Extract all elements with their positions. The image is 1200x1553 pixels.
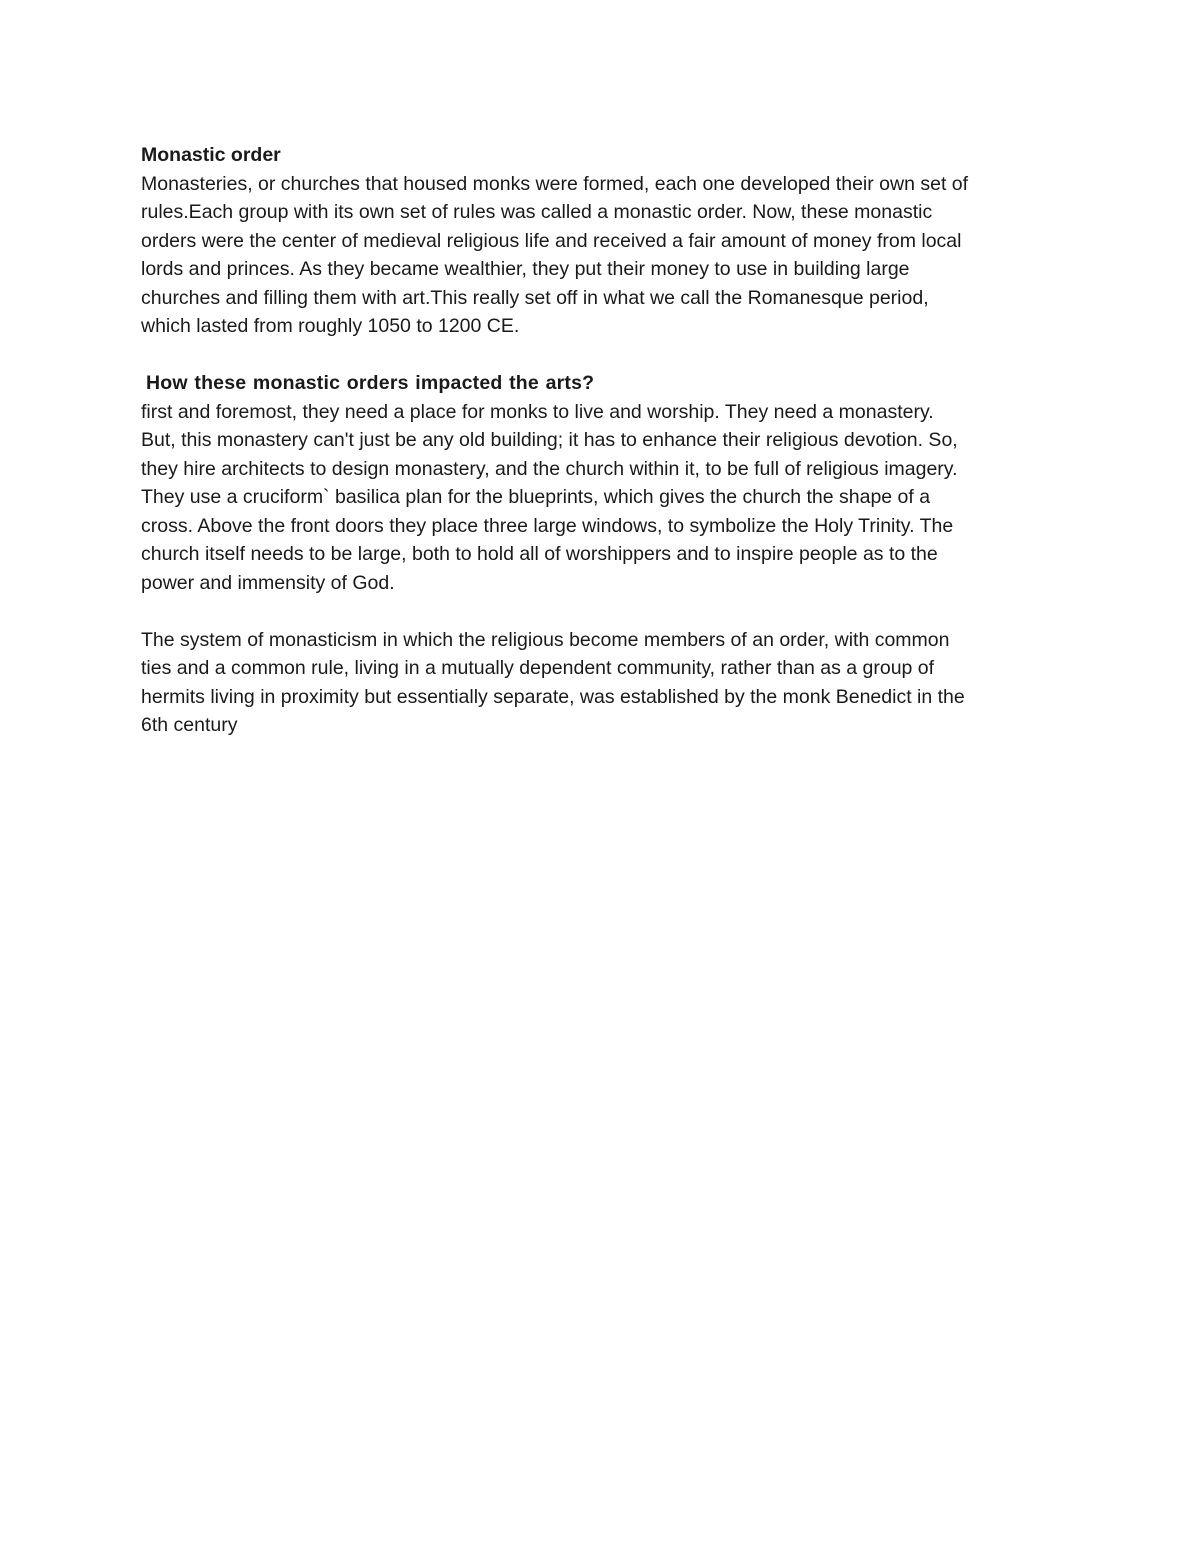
section-monastic-order — [141, 141, 1071, 341]
paragraph-line: hermits living in proximity but essentially separate, was established by the monk Benedict in the — [141, 685, 965, 708]
paragraph-spacer — [141, 341, 1071, 370]
paragraph-line: first and foremost, they need a place for monks to live and worship. They need a monastery. — [141, 400, 934, 423]
paragraph-line: rules.Each group with its own set of rules was called a monastic order. Now, these monastic — [141, 201, 933, 223]
paragraph-line: Monasteries, or churches that housed monks were formed, each one developed their own set of — [141, 172, 969, 195]
section-monasticism-system — [141, 626, 1071, 740]
paragraph-line: But, this monastery can't just be any old building; it has to enhance their religious devotion. So, — [141, 429, 958, 451]
paragraph-line: 6th century — [141, 714, 238, 736]
document-body — [141, 141, 1071, 740]
section-heading: Monastic order — [141, 144, 281, 166]
section-impact-on-arts — [141, 369, 1071, 597]
paragraph-line: They use a cruciform` basilica plan for the blueprints, which gives the church the shape of a — [141, 486, 931, 508]
paragraph-line: which lasted from roughly 1050 to 1200 CE. — [141, 315, 520, 337]
paragraph-line: ties and a common rule, living in a mutually dependent community, rather than as a group of — [141, 657, 935, 679]
paragraph-line: lords and princes. As they became wealthier, they put their money to use in building large — [141, 258, 910, 280]
paragraph-line: they hire architects to design monastery, and the church within it, to be full of religious imagery. — [141, 457, 958, 480]
paragraph-line: power and immensity of God. — [141, 571, 395, 594]
paragraph-line: cross. Above the front doors they place three large windows, to symbolize the Holy Trinity. The — [141, 514, 954, 537]
paragraph-line: churches and filling them with art.This really set off in what we call the Romanesque period, — [141, 286, 929, 309]
paragraph-line: church itself needs to be large, both to hold all of worshippers and to inspire people as to the — [141, 543, 938, 565]
paragraph-line: The system of monasticism in which the religious become members of an order, with common — [141, 628, 950, 651]
section-heading: How these monastic orders impacted the arts? — [146, 372, 595, 394]
paragraph-spacer — [141, 597, 1071, 626]
paragraph-line: orders were the center of medieval religious life and received a fair amount of money from local — [141, 229, 962, 252]
